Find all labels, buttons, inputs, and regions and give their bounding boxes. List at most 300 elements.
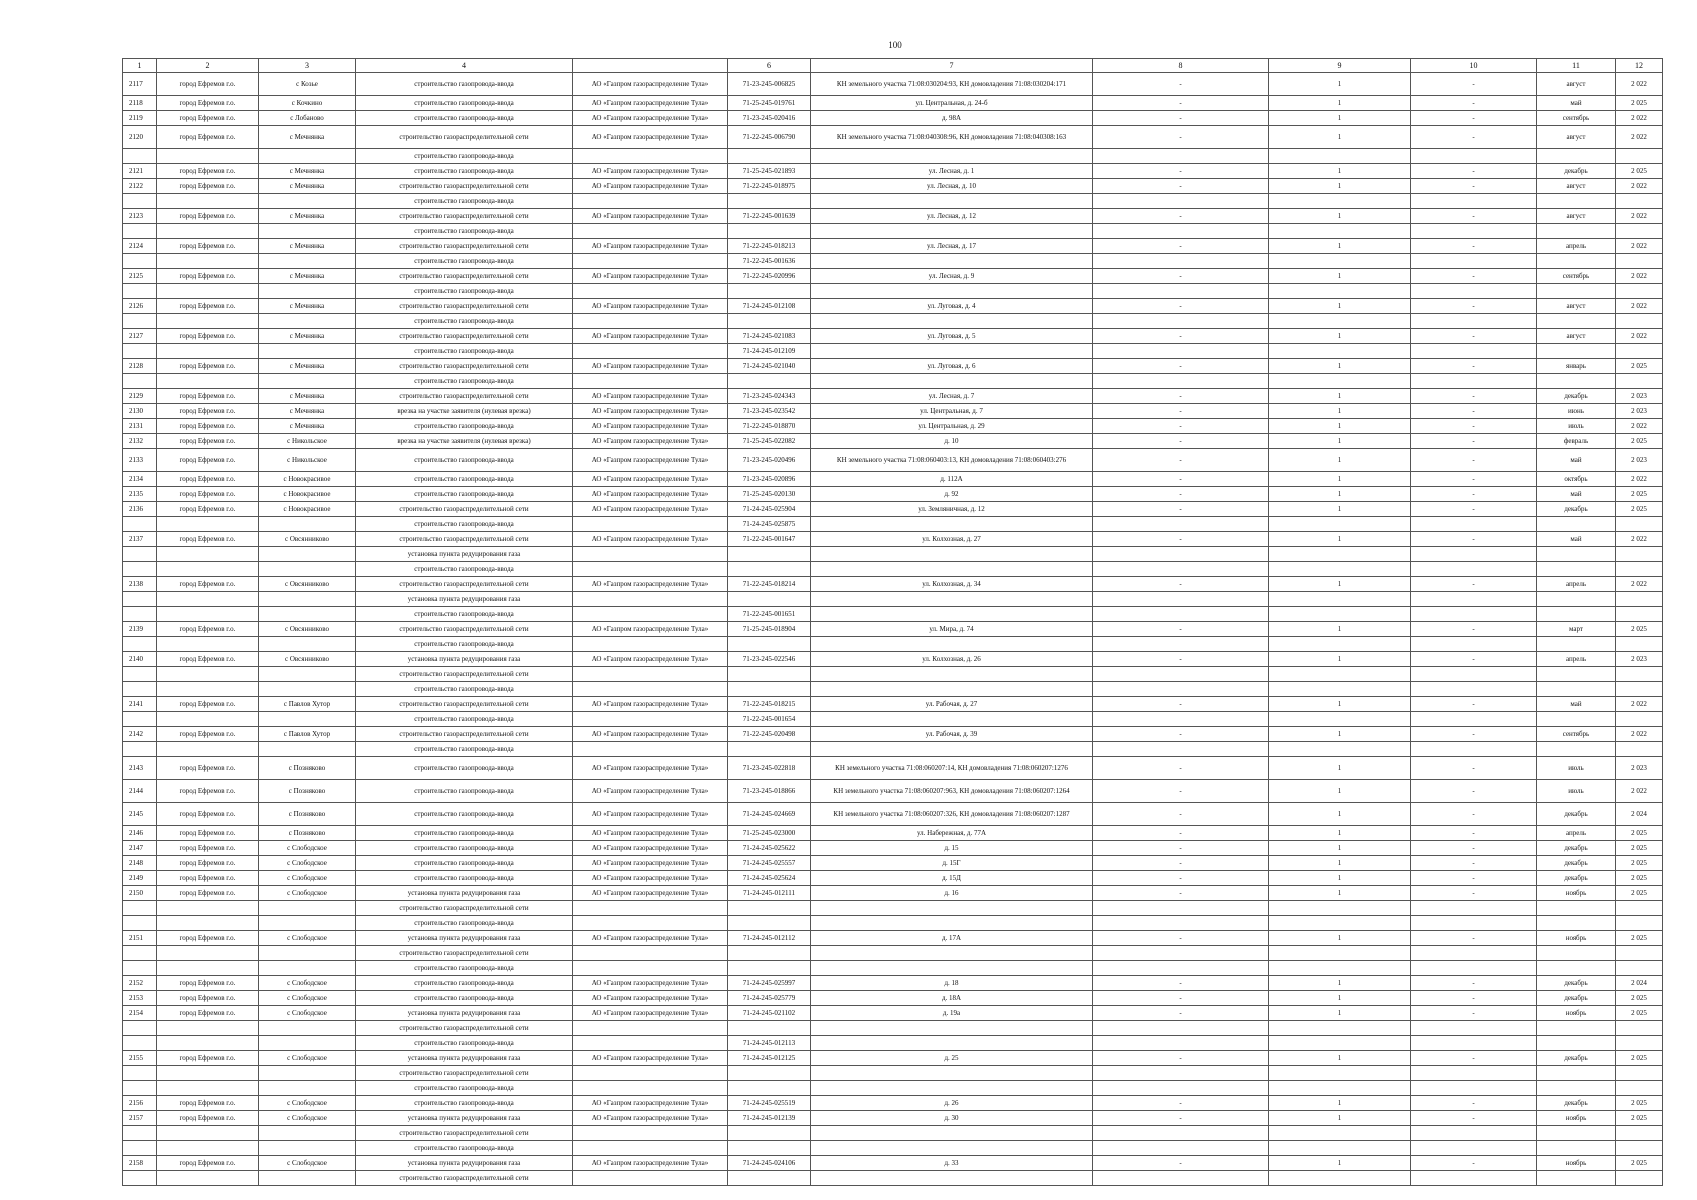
cell-settlement: с Новокрасивое [259,502,356,517]
table-row [123,269,1663,284]
cell-quantity [1269,901,1411,916]
cell-col-8 [1093,1126,1269,1141]
cell-work-type: строительство газораспределительной сети [356,269,573,284]
cell-col-8: - [1093,389,1269,404]
cell-month: декабрь [1537,389,1616,404]
cell-operator [573,517,728,532]
cell-quantity: 1 [1269,697,1411,712]
cell-month [1537,194,1616,209]
cell-col-10 [1411,916,1537,931]
cell-address: ул. Земляничная, д. 12 [811,502,1093,517]
table-row [123,487,1663,502]
cell-col-8: - [1093,841,1269,856]
cell-col-8: - [1093,652,1269,667]
cell-work-type: строительство газораспределительной сети [356,697,573,712]
cell-address [811,149,1093,164]
cell-operator: АО «Газпром газораспределение Тула» [573,856,728,871]
cell-row-number: 2152 [123,976,157,991]
cell-address: д. 10 [811,434,1093,449]
cell-month: март [1537,622,1616,637]
cell-operator [573,667,728,682]
cell-quantity: 1 [1269,1006,1411,1021]
cell-settlement: с Слободское [259,856,356,871]
cell-quantity: 1 [1269,577,1411,592]
cell-municipality: город Ефремов г.о. [157,1156,259,1171]
cell-address [811,946,1093,961]
cell-settlement [259,961,356,976]
cell-month: август [1537,299,1616,314]
cell-municipality [157,1021,259,1036]
cell-quantity: 1 [1269,886,1411,901]
cell-col-8 [1093,517,1269,532]
cell-municipality [157,562,259,577]
cell-address: КН земельного участка 71:08:030204:93, КН домовладения 71:08:030204:171 [811,73,1093,96]
cell-contract-number: 71-22-245-006790 [728,126,811,149]
cell-address: ул. Колхозная, д. 27 [811,532,1093,547]
cell-operator [573,1021,728,1036]
cell-year [1616,149,1663,164]
cell-address [811,712,1093,727]
table-row [123,73,1663,96]
cell-address: ул. Центральная, д. 7 [811,404,1093,419]
cell-col-10: - [1411,404,1537,419]
table-row [123,577,1663,592]
cell-settlement: с Слободское [259,1096,356,1111]
cell-quantity [1269,667,1411,682]
cell-work-type: строительство газопровода-ввода [356,1096,573,1111]
cell-quantity: 1 [1269,126,1411,149]
table-row [123,96,1663,111]
cell-col-8: - [1093,991,1269,1006]
cell-col-10: - [1411,96,1537,111]
cell-col-8: - [1093,856,1269,871]
cell-month: апрель [1537,239,1616,254]
cell-quantity: 1 [1269,209,1411,224]
cell-operator: АО «Газпром газораспределение Тула» [573,1096,728,1111]
cell-quantity [1269,344,1411,359]
cell-work-type: строительство газораспределительной сети [356,727,573,742]
cell-operator: АО «Газпром газораспределение Тула» [573,1111,728,1126]
cell-row-number: 2153 [123,991,157,1006]
cell-operator: АО «Газпром газораспределение Тула» [573,73,728,96]
cell-year: 2 022 [1616,697,1663,712]
cell-col-10 [1411,1036,1537,1051]
cell-row-number: 2154 [123,1006,157,1021]
cell-work-type: строительство газопровода-ввода [356,871,573,886]
cell-work-type: строительство газопровода-ввода [356,73,573,96]
cell-quantity: 1 [1269,931,1411,946]
cell-settlement: с Овсянниково [259,577,356,592]
cell-quantity [1269,194,1411,209]
cell-row-number [123,1141,157,1156]
cell-settlement [259,547,356,562]
cell-col-8 [1093,607,1269,622]
header-quantity: 9 [1269,59,1411,73]
cell-row-number: 2140 [123,652,157,667]
cell-address: КН земельного участка 71:08:060207:14, КН домовладения 71:08:060207:1276 [811,757,1093,780]
table-row [123,712,1663,727]
cell-work-type: строительство газопровода-ввода [356,841,573,856]
cell-quantity: 1 [1269,389,1411,404]
table-row [123,1021,1663,1036]
cell-row-number: 2155 [123,1051,157,1066]
cell-contract-number: 71-22-245-018870 [728,419,811,434]
header-month: 11 [1537,59,1616,73]
cell-col-10 [1411,901,1537,916]
cell-col-8: - [1093,1051,1269,1066]
cell-col-8: - [1093,239,1269,254]
table-row [123,149,1663,164]
table-row [123,1126,1663,1141]
cell-contract-number [728,961,811,976]
cell-address: д. 15 [811,841,1093,856]
cell-contract-number: 71-24-245-025622 [728,841,811,856]
header-year: 12 [1616,59,1663,73]
cell-col-10 [1411,224,1537,239]
cell-operator: АО «Газпром газораспределение Тула» [573,404,728,419]
cell-quantity: 1 [1269,532,1411,547]
cell-row-number: 2124 [123,239,157,254]
cell-settlement: с Овсянниково [259,652,356,667]
cell-operator: АО «Газпром газораспределение Тула» [573,841,728,856]
cell-col-10: - [1411,1156,1537,1171]
cell-year: 2 023 [1616,404,1663,419]
table-row [123,856,1663,871]
cell-contract-number [728,1141,811,1156]
cell-work-type: строительство газораспределительной сети [356,239,573,254]
cell-row-number: 2149 [123,871,157,886]
cell-settlement [259,224,356,239]
cell-col-10: - [1411,697,1537,712]
cell-settlement: с Слободское [259,841,356,856]
cell-contract-number: 71-24-245-025997 [728,976,811,991]
cell-work-type: строительство газораспределительной сети [356,946,573,961]
cell-col-10 [1411,284,1537,299]
cell-settlement: с Овсянниково [259,622,356,637]
cell-col-10: - [1411,856,1537,871]
cell-operator [573,1126,728,1141]
cell-quantity [1269,562,1411,577]
cell-quantity [1269,607,1411,622]
cell-col-8: - [1093,931,1269,946]
cell-operator: АО «Газпром газораспределение Тула» [573,697,728,712]
cell-address: ул. Лесная, д. 12 [811,209,1093,224]
cell-municipality [157,284,259,299]
cell-col-8 [1093,961,1269,976]
cell-year: 2 022 [1616,780,1663,803]
cell-row-number [123,374,157,389]
cell-contract-number: 71-22-245-001639 [728,209,811,224]
cell-month [1537,961,1616,976]
table-row [123,126,1663,149]
cell-municipality [157,1081,259,1096]
cell-municipality: город Ефремов г.о. [157,931,259,946]
cell-municipality [157,314,259,329]
cell-settlement [259,254,356,269]
cell-address: д. 33 [811,1156,1093,1171]
cell-col-10: - [1411,532,1537,547]
cell-address [811,547,1093,562]
table-row [123,682,1663,697]
cell-settlement: с Слободское [259,871,356,886]
cell-row-number [123,254,157,269]
header-row [123,59,1663,73]
cell-year [1616,667,1663,682]
cell-work-type: строительство газопровода-ввода [356,96,573,111]
cell-municipality: город Ефремов г.о. [157,871,259,886]
cell-contract-number [728,374,811,389]
cell-month: август [1537,329,1616,344]
cell-address: ул. Рабочая, д. 27 [811,697,1093,712]
cell-col-10 [1411,194,1537,209]
cell-col-10: - [1411,449,1537,472]
cell-row-number: 2123 [123,209,157,224]
cell-row-number: 2128 [123,359,157,374]
cell-work-type: врезка на участке заявителя (нулевая врезка) [356,404,573,419]
cell-col-8 [1093,1036,1269,1051]
cell-year: 2 025 [1616,856,1663,871]
cell-address: д. 15Г [811,856,1093,871]
cell-settlement: с Слободское [259,1156,356,1171]
cell-work-type: строительство газопровода-ввода [356,449,573,472]
cell-address [811,314,1093,329]
cell-month [1537,1021,1616,1036]
table-row [123,502,1663,517]
cell-col-8 [1093,314,1269,329]
cell-quantity: 1 [1269,449,1411,472]
cell-month [1537,682,1616,697]
cell-year: 2 025 [1616,96,1663,111]
cell-municipality [157,712,259,727]
page-number: 100 [888,40,902,50]
cell-address: д. 25 [811,1051,1093,1066]
cell-address: ул. Мира, д. 74 [811,622,1093,637]
cell-year: 2 022 [1616,419,1663,434]
cell-year [1616,607,1663,622]
cell-settlement [259,1141,356,1156]
cell-contract-number: 71-22-245-001651 [728,607,811,622]
cell-col-10: - [1411,269,1537,284]
cell-quantity [1269,314,1411,329]
cell-operator [573,284,728,299]
cell-settlement: с Мечнянка [259,239,356,254]
cell-operator [573,1171,728,1186]
cell-quantity: 1 [1269,96,1411,111]
cell-month [1537,562,1616,577]
cell-year: 2 025 [1616,931,1663,946]
cell-quantity: 1 [1269,164,1411,179]
cell-quantity: 1 [1269,73,1411,96]
cell-month: декабрь [1537,1051,1616,1066]
cell-work-type: врезка на участке заявителя (нулевая врезка) [356,434,573,449]
cell-address [811,1126,1093,1141]
cell-municipality: город Ефремов г.о. [157,652,259,667]
cell-quantity [1269,149,1411,164]
cell-operator [573,374,728,389]
cell-settlement [259,607,356,622]
cell-contract-number [728,946,811,961]
cell-work-type: строительство газопровода-ввода [356,374,573,389]
cell-month: октябрь [1537,472,1616,487]
cell-row-number: 2150 [123,886,157,901]
cell-operator: АО «Газпром газораспределение Тула» [573,577,728,592]
cell-col-10 [1411,682,1537,697]
cell-year [1616,254,1663,269]
cell-operator [573,224,728,239]
cell-col-10 [1411,1141,1537,1156]
cell-work-type: строительство газопровода-ввода [356,194,573,209]
cell-municipality: город Ефремов г.о. [157,299,259,314]
cell-settlement: с Павлов Хутор [259,727,356,742]
cell-settlement [259,374,356,389]
cell-work-type: строительство газопровода-ввода [356,607,573,622]
cell-year: 2 025 [1616,991,1663,1006]
cell-month [1537,592,1616,607]
cell-address: ул. Центральная, д. 24-б [811,96,1093,111]
cell-year [1616,961,1663,976]
cell-row-number [123,961,157,976]
cell-contract-number: 71-24-245-012139 [728,1111,811,1126]
cell-col-8: - [1093,502,1269,517]
cell-operator [573,712,728,727]
cell-settlement: с Мечнянка [259,389,356,404]
header-col-8: 8 [1093,59,1269,73]
cell-operator [573,946,728,961]
cell-operator [573,149,728,164]
cell-row-number: 2143 [123,757,157,780]
cell-contract-number: 71-23-245-020416 [728,111,811,126]
cell-row-number [123,637,157,652]
cell-quantity: 1 [1269,976,1411,991]
cell-contract-number: 71-22-245-020996 [728,269,811,284]
table-row [123,841,1663,856]
cell-address [811,961,1093,976]
cell-settlement: с Мечнянка [259,404,356,419]
cell-quantity [1269,224,1411,239]
cell-year [1616,344,1663,359]
cell-operator [573,901,728,916]
cell-work-type: строительство газопровода-ввода [356,916,573,931]
cell-row-number: 2139 [123,622,157,637]
cell-col-10 [1411,149,1537,164]
cell-col-10 [1411,547,1537,562]
cell-operator: АО «Газпром газораспределение Тула» [573,780,728,803]
cell-col-10: - [1411,359,1537,374]
cell-row-number: 2148 [123,856,157,871]
cell-col-10: - [1411,652,1537,667]
cell-work-type: строительство газопровода-ввода [356,803,573,826]
cell-settlement: с Никольское [259,434,356,449]
cell-contract-number: 71-23-245-024343 [728,389,811,404]
cell-col-8 [1093,1066,1269,1081]
cell-settlement: с Лобаново [259,111,356,126]
cell-municipality: город Ефремов г.о. [157,991,259,1006]
cell-col-8 [1093,742,1269,757]
cell-municipality: город Ефремов г.о. [157,803,259,826]
cell-quantity: 1 [1269,1156,1411,1171]
cell-month: май [1537,697,1616,712]
cell-address: КН земельного участка 71:08:060207:326, КН домовладения 71:08:060207:1287 [811,803,1093,826]
cell-row-number [123,682,157,697]
cell-address: ул. Колхозная, д. 26 [811,652,1093,667]
cell-operator: АО «Газпром газораспределение Тула» [573,727,728,742]
cell-col-8 [1093,1171,1269,1186]
cell-work-type: строительство газопровода-ввода [356,111,573,126]
cell-year: 2 022 [1616,239,1663,254]
cell-row-number [123,712,157,727]
cell-address [811,194,1093,209]
cell-col-10: - [1411,780,1537,803]
cell-year: 2 022 [1616,73,1663,96]
cell-quantity: 1 [1269,434,1411,449]
cell-col-10 [1411,667,1537,682]
cell-row-number [123,344,157,359]
cell-quantity [1269,961,1411,976]
cell-quantity: 1 [1269,239,1411,254]
cell-month [1537,1141,1616,1156]
cell-settlement: с Позняково [259,826,356,841]
cell-contract-number [728,1171,811,1186]
cell-contract-number: 71-25-245-018904 [728,622,811,637]
cell-municipality: город Ефремов г.о. [157,1006,259,1021]
table-row [123,284,1663,299]
cell-municipality [157,1141,259,1156]
cell-address [811,1021,1093,1036]
cell-address: ул. Набережная, д. 77А [811,826,1093,841]
table-row [123,780,1663,803]
cell-municipality: город Ефремов г.о. [157,126,259,149]
header-col-10: 10 [1411,59,1537,73]
table-row [123,1051,1663,1066]
cell-settlement [259,1171,356,1186]
cell-municipality: город Ефремов г.о. [157,389,259,404]
cell-contract-number [728,224,811,239]
cell-work-type: строительство газопровода-ввода [356,487,573,502]
cell-year [1616,592,1663,607]
cell-settlement: с Позняково [259,803,356,826]
cell-work-type: строительство газопровода-ввода [356,976,573,991]
cell-operator: АО «Газпром газораспределение Тула» [573,434,728,449]
cell-municipality: город Ефремов г.о. [157,404,259,419]
cell-contract-number [728,149,811,164]
cell-municipality: город Ефремов г.о. [157,359,259,374]
cell-row-number [123,667,157,682]
cell-settlement [259,712,356,727]
table-row [123,871,1663,886]
cell-col-10: - [1411,389,1537,404]
cell-settlement [259,667,356,682]
header-settlement: 3 [259,59,356,73]
cell-col-10: - [1411,434,1537,449]
cell-month: декабрь [1537,856,1616,871]
cell-quantity [1269,637,1411,652]
cell-month [1537,607,1616,622]
cell-col-10 [1411,1066,1537,1081]
cell-month: май [1537,487,1616,502]
cell-row-number: 2158 [123,1156,157,1171]
cell-settlement: с Мечнянка [259,359,356,374]
cell-address [811,592,1093,607]
cell-row-number [123,1036,157,1051]
cell-year: 2 022 [1616,727,1663,742]
cell-contract-number [728,547,811,562]
cell-municipality: город Ефремов г.о. [157,239,259,254]
cell-row-number [123,224,157,239]
cell-quantity: 1 [1269,1051,1411,1066]
cell-row-number [123,149,157,164]
cell-address [811,1066,1093,1081]
cell-col-8: - [1093,299,1269,314]
